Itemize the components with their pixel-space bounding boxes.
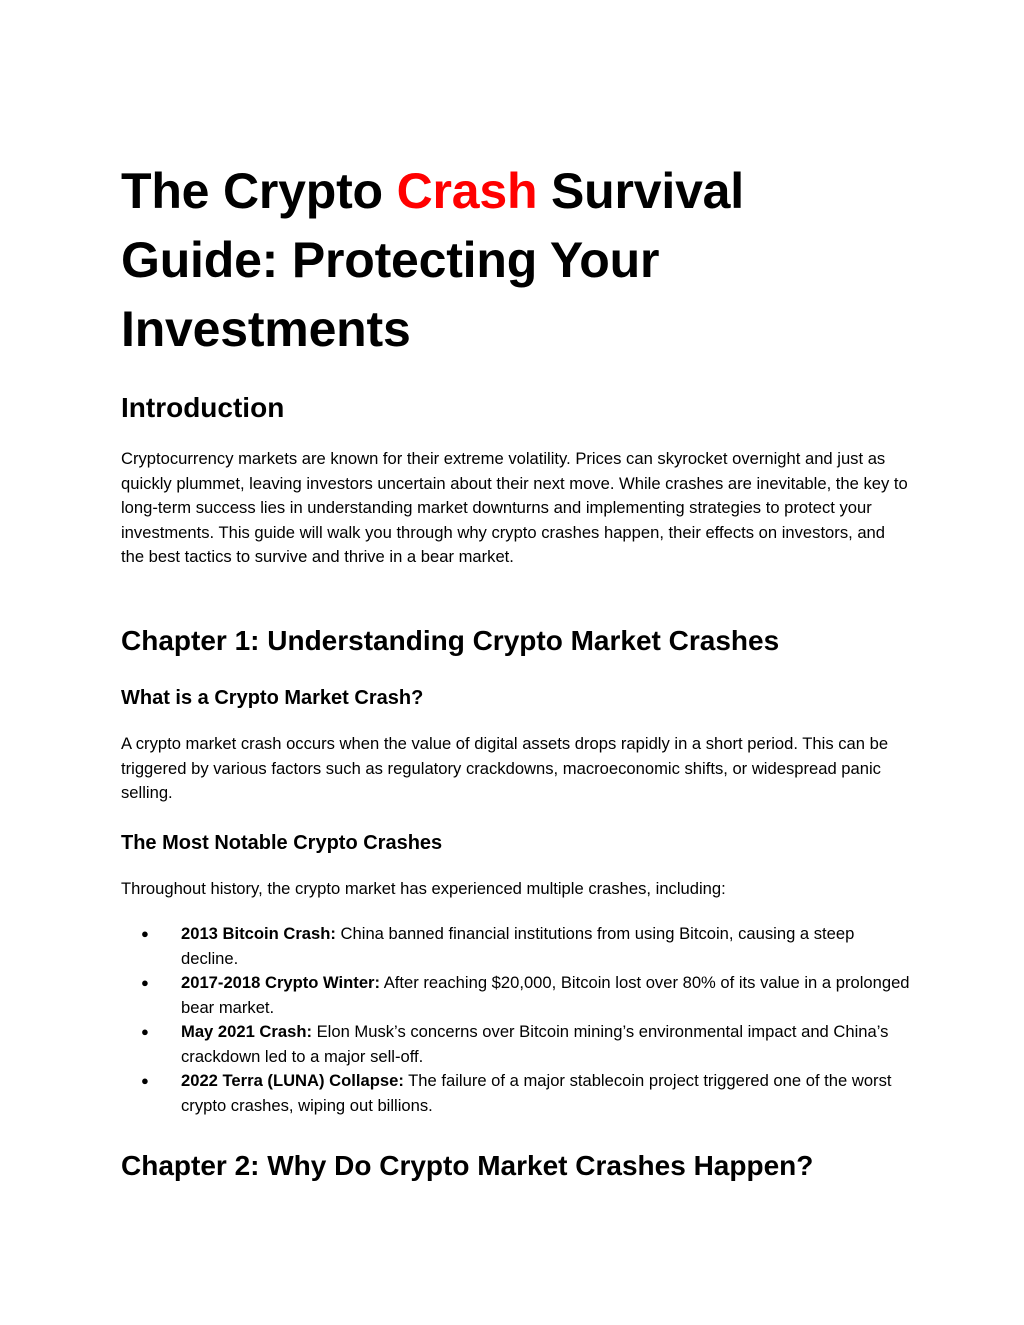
list-item-text: The failure of a major stablecoin project triggered one of the worst crypto crashes, wiping out billions. bbox=[181, 1071, 892, 1115]
bullet-icon: ● bbox=[141, 926, 149, 941]
title-part-2: Survival Guide: Protecting Your Investments bbox=[121, 163, 744, 357]
list-item-text: China banned financial institutions from using Bitcoin, causing a steep decline. bbox=[181, 924, 855, 968]
list-item bbox=[121, 922, 911, 971]
bullet-icon: ● bbox=[141, 1073, 149, 1088]
notable-crashes-intro: Throughout history, the crypto market has experienced multiple crashes, including: bbox=[121, 879, 726, 898]
list-item bbox=[121, 1020, 911, 1069]
list-item bbox=[121, 1069, 911, 1118]
list-item-label: 2013 Bitcoin Crash: bbox=[181, 924, 336, 943]
list-item-label: May 2021 Crash: bbox=[181, 1022, 312, 1041]
notable-crashes-list bbox=[121, 922, 911, 1118]
title-accent-word: Crash bbox=[396, 163, 538, 219]
chapter-2-heading: Chapter 2: Why Do Crypto Market Crashes Happen? bbox=[121, 1150, 814, 1181]
list-item-text: Elon Musk’s concerns over Bitcoin mining’s environmental impact and China’s crackdown led to a major sell-off. bbox=[181, 1022, 889, 1066]
bullet-icon: ● bbox=[141, 975, 149, 990]
introduction-paragraph: Cryptocurrency markets are known for their extreme volatility. Prices can skyrocket overnight and just as quickly plummet, leaving investors uncertain about their next move. While crashes are inevitable, the key to long-term success lies in understanding market downturns and implementing strategies to protect your investments. This guide will walk you through why crypto crashes happen, their effects on investors, and the best tactics to survive and thrive in a bear market. bbox=[121, 449, 908, 566]
notable-crashes-heading: The Most Notable Crypto Crashes bbox=[121, 832, 443, 854]
what-is-crash-paragraph: A crypto market crash occurs when the value of digital assets drops rapidly in a short period. This can be triggered by various factors such as regulatory crackdowns, macroeconomic shifts, or widespread panic selling. bbox=[121, 734, 889, 802]
list-item-label: 2022 Terra (LUNA) Collapse: bbox=[181, 1071, 404, 1090]
bullet-icon: ● bbox=[141, 1024, 149, 1039]
list-item-label: 2017-2018 Crypto Winter: bbox=[181, 973, 381, 992]
introduction-heading: Introduction bbox=[121, 392, 285, 423]
chapter-1-heading: Chapter 1: Understanding Crypto Market Crashes bbox=[121, 625, 780, 656]
what-is-crash-heading: What is a Crypto Market Crash? bbox=[121, 687, 424, 709]
document-title bbox=[121, 157, 911, 364]
list-item-text: After reaching $20,000, Bitcoin lost over 80% of its value in a prolonged bear market. bbox=[181, 973, 910, 1017]
list-item bbox=[121, 971, 911, 1020]
title-part-1: The Crypto bbox=[121, 163, 397, 219]
